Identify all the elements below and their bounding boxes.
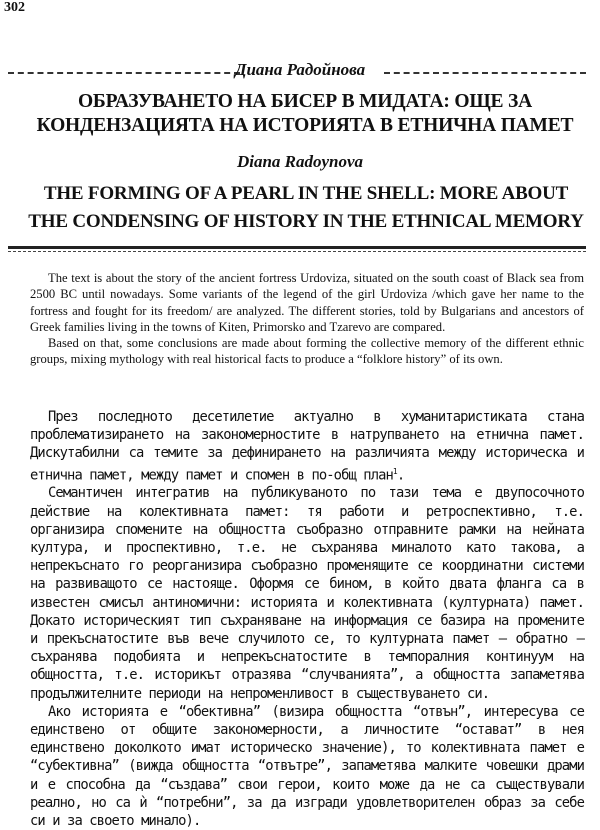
author-english: Diana Radoynova	[236, 152, 364, 171]
body-paragraph-1-text: През последното десетилетие актуално в хуманитаристиката стана проблематизирането на закономерностите в натрупването на етнична памет. Дискутабилни са темите за дефинирането на различията между историческа и етнична памет, между памет и спомен в по-общ план	[30, 409, 584, 484]
author-bulgarian: Диана Радойнова	[234, 60, 366, 79]
footnote-marker[interactable]: 1	[392, 466, 397, 476]
page-number: 302	[4, 0, 25, 15]
title-english-line-1: THE FORMING OF A PEARL IN THE SHELL: MORE ABOUT	[43, 183, 569, 204]
body-paragraph-3: Ако историята е “обективна” (визира общността “отвън”, интересува се единствено от общите закономерности, а личностите “остават” в нея единствено доколкото имат историческо значение), то колективната памет е “субективна” (вижда общността “отвътре”, запаметява малките човешки драми и е способна да “създава” свои герои, които може да не са съществували реално, но са ѝ “потребни”, за да изгради удовлетворителен образ за себе си и за своето минало).	[30, 703, 584, 830]
article-body	[30, 408, 584, 830]
title-divider-thick	[8, 246, 586, 249]
body-paragraph-1	[30, 408, 584, 484]
title-divider-thin	[8, 251, 586, 252]
body-paragraph-2: Семантичен интегратив на публикуваното по тази тема е двупосочното действие на колективната памет: тя работи и ретроспективно, т.е. организира спомените на общността съобразно отправните рамки на нейната култура, и проспективно, т.е. не съхранява миналото като такова, а непрекъснато го реорганизира съобразно променящите се координатни системи на развиващото се настояще. Оформя се бином, в който двата фланга са в известен смисъл антиномични: историята и колективната (културната) памет. Докато историческият тип съхраняване на информация се базира на промените и прекъснатостите във вече случилото се, то културната памет – обратно – съхранява подобията и непрекъснатостите в темпоралния континуум на общността, т.е. историкът отразява “случванията”, а общността запаметява продължителните периоди на непроменливост в съществуването си.	[30, 485, 584, 702]
abstract-paragraph-2: Based on that, some conclusions are made about forming the collective memory of the different ethnic groups, mixing mythology with real historical facts to produce a “folklore history” of its own.	[30, 336, 584, 367]
title-bulgarian-line-1: ОБРАЗУВАНЕТО НА БИСЕР В МИДАТА: ОЩЕ ЗА	[77, 91, 533, 112]
body-paragraph-1-end: .	[396, 467, 405, 484]
title-english-line-2: THE CONDENSING OF HISTORY IN THE ETHNICAL MEMORY	[28, 211, 584, 232]
title-english	[28, 180, 584, 236]
abstract	[30, 270, 584, 368]
abstract-paragraph-1: The text is about the story of the ancient fortress Urdoviza, situated on the south coast of Black sea from 2500 BC until nowadays. Some variants of the legend of the girl Urdoviza /which gave her name to the fortress and fought for its freedom/ are analyzed. The different stories, told by Bulgarians and ancestors of Greek families living in the towns of Kiten, Primorsko and Tzarevo are compared.	[30, 271, 584, 334]
title-bulgarian-line-2: КОНДЕНЗАЦИЯТА НА ИСТОРИЯТА В ЕТНИЧНА ПАМЕТ	[36, 115, 574, 136]
title-bulgarian	[30, 90, 580, 138]
